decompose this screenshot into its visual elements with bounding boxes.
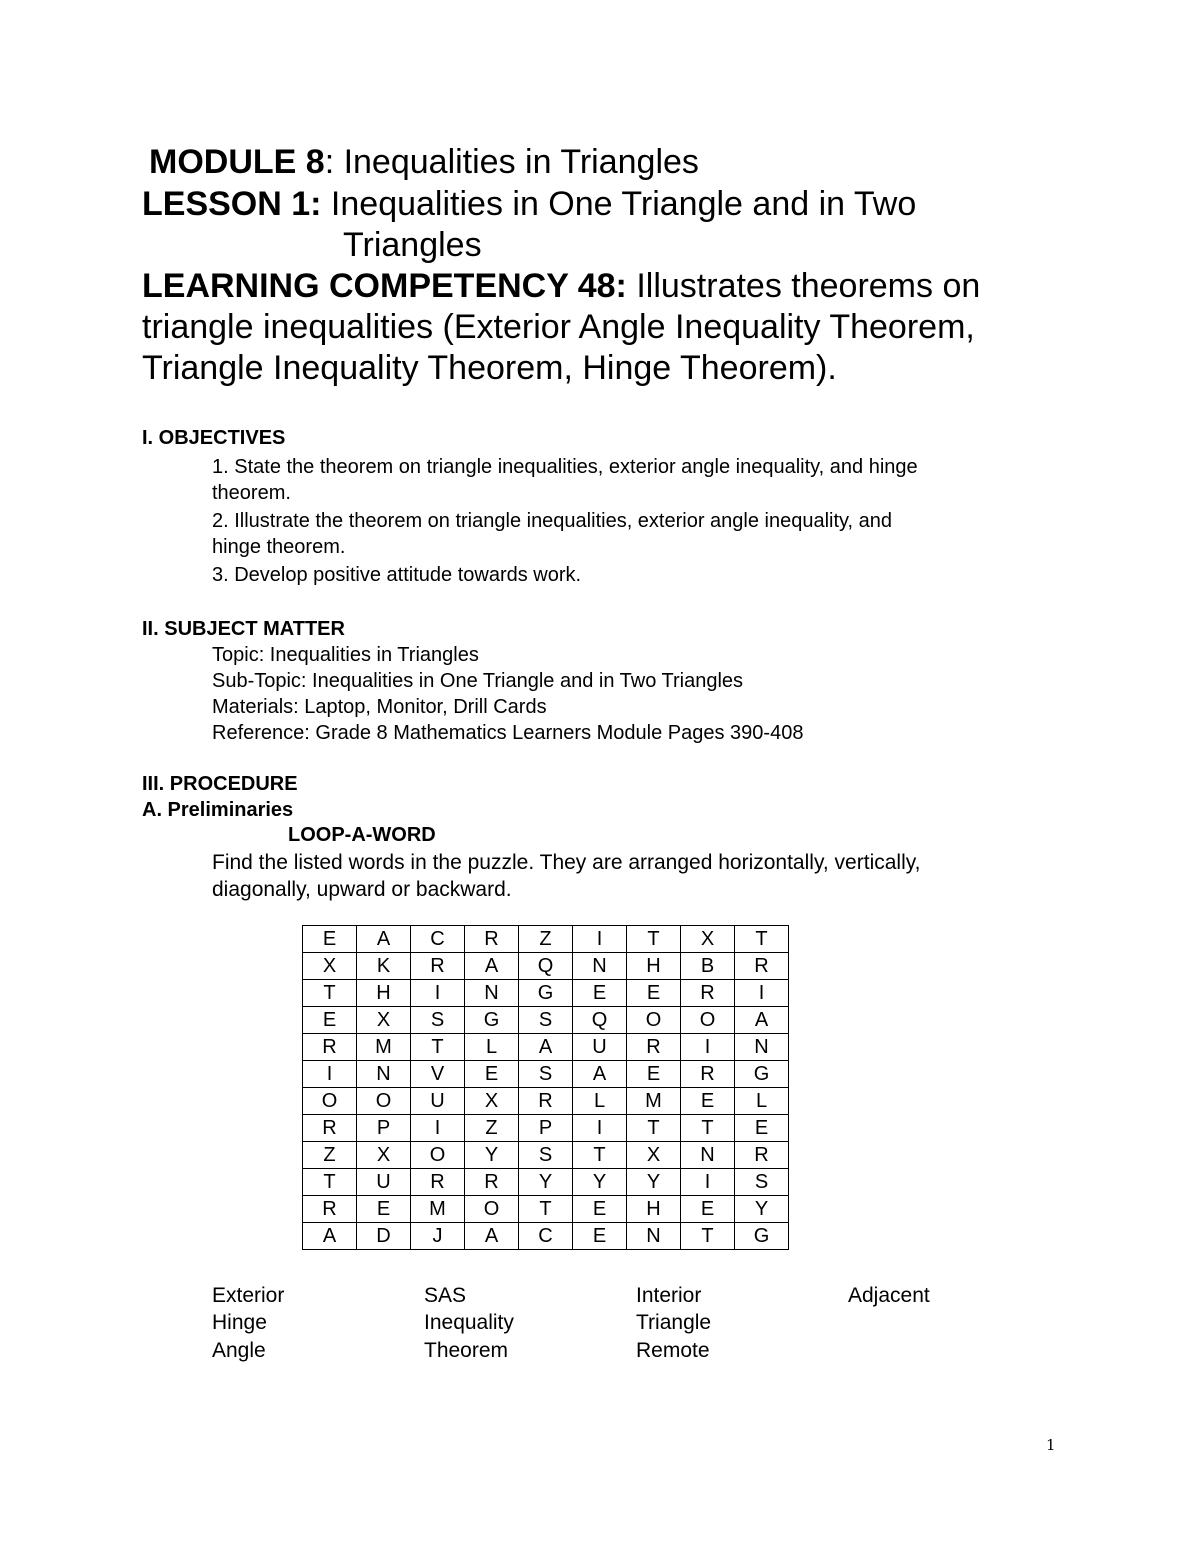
grid-cell: H [357, 980, 411, 1007]
grid-cell: J [411, 1223, 465, 1250]
lesson-label: LESSON 1: [142, 185, 322, 223]
grid-cell: A [573, 1061, 627, 1088]
grid-row [303, 953, 789, 980]
grid-cell: U [357, 1169, 411, 1196]
word-list-item: Remote [636, 1339, 710, 1362]
grid-cell: R [411, 1169, 465, 1196]
grid-cell: A [303, 1223, 357, 1250]
grid-cell: I [681, 1034, 735, 1061]
grid-cell: A [465, 1223, 519, 1250]
objectives-heading: I. OBJECTIVES [142, 427, 286, 449]
grid-row [303, 1007, 789, 1034]
grid-row [303, 1115, 789, 1142]
grid-cell: O [303, 1088, 357, 1115]
grid-cell: E [303, 926, 357, 953]
grid-cell: X [357, 1007, 411, 1034]
grid-cell: A [465, 953, 519, 980]
grid-cell: M [627, 1088, 681, 1115]
grid-cell: E [627, 980, 681, 1007]
grid-cell: V [411, 1061, 465, 1088]
grid-cell: P [357, 1115, 411, 1142]
competency-text-line-3: Triangle Inequality Theorem, Hinge Theorem). [142, 349, 837, 387]
grid-cell: R [411, 953, 465, 980]
grid-cell: Y [519, 1169, 573, 1196]
objective-line: hinge theorem. [212, 536, 346, 558]
grid-row [303, 1142, 789, 1169]
grid-cell: R [303, 1196, 357, 1223]
grid-cell: N [627, 1223, 681, 1250]
grid-cell: T [519, 1196, 573, 1223]
grid-cell: E [681, 1196, 735, 1223]
grid-cell: O [681, 1007, 735, 1034]
grid-cell: O [465, 1196, 519, 1223]
objective-line: 3. Develop positive attitude towards work. [212, 564, 582, 586]
grid-cell: Z [519, 926, 573, 953]
grid-cell: R [681, 980, 735, 1007]
grid-row [303, 1061, 789, 1088]
grid-cell: R [519, 1088, 573, 1115]
objective-line: 2. Illustrate the theorem on triangle inequalities, exterior angle inequality, and [212, 510, 893, 532]
grid-cell: L [465, 1034, 519, 1061]
grid-cell: T [573, 1142, 627, 1169]
grid-cell: M [411, 1196, 465, 1223]
subject-topic: Topic: Inequalities in Triangles [212, 644, 479, 666]
grid-cell: I [573, 1115, 627, 1142]
grid-cell: T [681, 1115, 735, 1142]
grid-cell: R [465, 926, 519, 953]
grid-cell: R [303, 1115, 357, 1142]
grid-cell: R [465, 1169, 519, 1196]
grid-row [303, 1196, 789, 1223]
grid-cell: S [519, 1007, 573, 1034]
word-list-item: Adjacent [848, 1284, 930, 1307]
competency-label: LEARNING COMPETENCY 48: [142, 267, 627, 305]
grid-cell: O [627, 1007, 681, 1034]
grid-cell: T [627, 926, 681, 953]
grid-row [303, 1088, 789, 1115]
grid-cell: D [357, 1223, 411, 1250]
grid-cell: Y [735, 1196, 789, 1223]
word-list-item: Angle [212, 1339, 266, 1362]
word-list-item: SAS [424, 1284, 467, 1307]
grid-cell: O [411, 1142, 465, 1169]
grid-cell: S [519, 1061, 573, 1088]
grid-cell: T [303, 980, 357, 1007]
grid-cell: E [357, 1196, 411, 1223]
module-label: MODULE 8 [149, 143, 325, 181]
grid-cell: T [411, 1034, 465, 1061]
grid-cell: E [573, 1196, 627, 1223]
procedure-heading: III. PROCEDURE [142, 773, 298, 795]
word-list-item: Inequality [424, 1311, 514, 1334]
grid-cell: I [681, 1169, 735, 1196]
competency-text-line-2: triangle inequalities (Exterior Angle Inequality Theorem, [142, 308, 975, 346]
grid-cell: P [519, 1115, 573, 1142]
grid-cell: R [627, 1034, 681, 1061]
grid-row [303, 980, 789, 1007]
grid-cell: N [573, 953, 627, 980]
grid-cell: G [465, 1007, 519, 1034]
grid-cell: R [681, 1061, 735, 1088]
grid-cell: Y [573, 1169, 627, 1196]
grid-cell: G [735, 1061, 789, 1088]
module-heading [149, 142, 699, 183]
grid-cell: C [519, 1223, 573, 1250]
grid-cell: E [303, 1007, 357, 1034]
grid-cell: R [735, 953, 789, 980]
grid-cell: A [357, 926, 411, 953]
preliminaries-heading: A. Preliminaries [142, 799, 294, 821]
grid-cell: C [411, 926, 465, 953]
word-list-item: Triangle [636, 1311, 712, 1334]
grid-cell: I [735, 980, 789, 1007]
grid-cell: B [681, 953, 735, 980]
grid-cell: L [573, 1088, 627, 1115]
grid-cell: T [735, 926, 789, 953]
module-title: : Inequalities in Triangles [324, 143, 699, 181]
grid-cell: A [735, 1007, 789, 1034]
grid-cell: Z [303, 1142, 357, 1169]
grid-cell: X [357, 1142, 411, 1169]
grid-cell: K [357, 953, 411, 980]
grid-cell: R [303, 1034, 357, 1061]
activity-instructions-line-2: diagonally, upward or backward. [212, 878, 512, 901]
grid-cell: T [303, 1169, 357, 1196]
grid-cell: M [357, 1034, 411, 1061]
grid-cell: S [411, 1007, 465, 1034]
grid-cell: Q [519, 953, 573, 980]
grid-cell: X [465, 1088, 519, 1115]
grid-cell: A [519, 1034, 573, 1061]
grid-cell: X [627, 1142, 681, 1169]
grid-cell: E [465, 1061, 519, 1088]
grid-cell: U [573, 1034, 627, 1061]
grid-row [303, 1034, 789, 1061]
grid-cell: N [681, 1142, 735, 1169]
grid-row [303, 926, 789, 953]
grid-cell: E [735, 1115, 789, 1142]
objective-line: theorem. [212, 482, 291, 504]
grid-cell: N [465, 980, 519, 1007]
lesson-title: Inequalities in One Triangle and in Two [321, 185, 917, 223]
subject-materials: Materials: Laptop, Monitor, Drill Cards [212, 696, 547, 718]
grid-cell: N [357, 1061, 411, 1088]
grid-cell: Q [573, 1007, 627, 1034]
grid-cell: E [681, 1088, 735, 1115]
grid-cell: S [519, 1142, 573, 1169]
activity-instructions: Find the listed words in the puzzle. They are arranged horizontally, vertically, [212, 851, 921, 874]
word-list-item: Theorem [424, 1339, 509, 1362]
grid-cell: H [627, 1196, 681, 1223]
activity-title: LOOP-A-WORD [288, 824, 436, 846]
subject-matter-heading: II. SUBJECT MATTER [142, 618, 345, 640]
grid-cell: I [303, 1061, 357, 1088]
grid-row [303, 1223, 789, 1250]
grid-cell: X [681, 926, 735, 953]
word-list-item: Hinge [212, 1311, 267, 1334]
word-search-grid [302, 925, 789, 1250]
lesson-title-continued: Triangles [343, 226, 482, 264]
grid-cell: G [735, 1223, 789, 1250]
grid-cell: I [411, 1115, 465, 1142]
grid-cell: T [681, 1223, 735, 1250]
page-number: 1 [1046, 1436, 1056, 1454]
grid-cell: I [411, 980, 465, 1007]
grid-cell: H [627, 953, 681, 980]
grid-cell: U [411, 1088, 465, 1115]
competency-text: Illustrates theorems on [626, 267, 981, 305]
grid-cell: S [735, 1169, 789, 1196]
grid-cell: E [573, 1223, 627, 1250]
grid-cell: E [573, 980, 627, 1007]
grid-cell: O [357, 1088, 411, 1115]
grid-cell: T [627, 1115, 681, 1142]
grid-cell: Y [465, 1142, 519, 1169]
competency-heading [142, 266, 980, 307]
objective-line: 1. State the theorem on triangle inequalities, exterior angle inequality, and hinge [212, 456, 918, 478]
grid-cell: Y [627, 1169, 681, 1196]
subject-sub-topic: Sub-Topic: Inequalities in One Triangle and in Two Triangles [212, 670, 744, 692]
grid-cell: Z [465, 1115, 519, 1142]
word-list-item: Interior [636, 1284, 702, 1307]
grid-cell: E [627, 1061, 681, 1088]
subject-reference: Reference: Grade 8 Mathematics Learners Module Pages 390-408 [212, 722, 804, 744]
grid-cell: L [735, 1088, 789, 1115]
lesson-heading [142, 184, 916, 225]
grid-cell: I [573, 926, 627, 953]
grid-cell: X [303, 953, 357, 980]
word-list-item: Exterior [212, 1284, 285, 1307]
grid-cell: R [735, 1142, 789, 1169]
grid-row [303, 1169, 789, 1196]
grid-cell: G [519, 980, 573, 1007]
grid-cell: N [735, 1034, 789, 1061]
